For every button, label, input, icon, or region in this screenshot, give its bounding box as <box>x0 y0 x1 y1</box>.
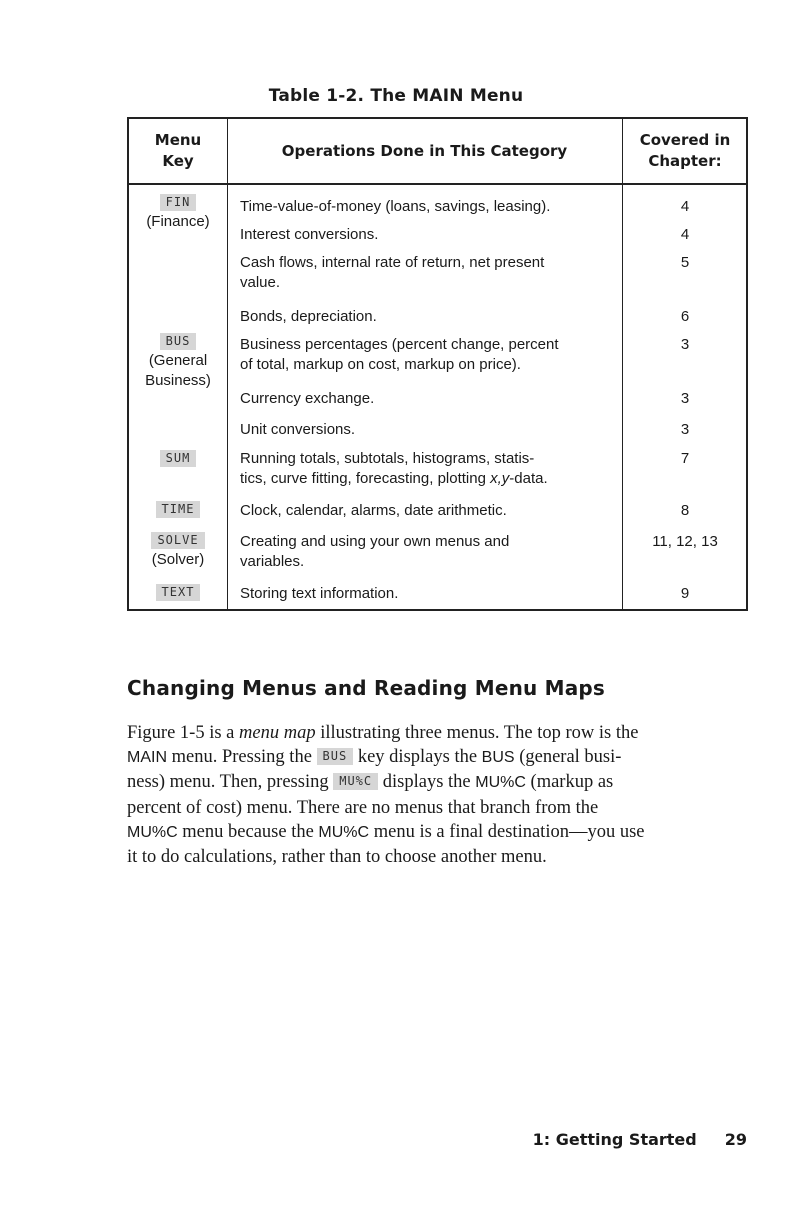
operation-text: Unit conversions. <box>240 421 356 438</box>
operation-text: Time-value-of-money (loans, savings, leasing). <box>240 198 551 215</box>
chapter-number: 4 <box>680 226 690 243</box>
menu-key-solve: SOLVE (Solver) <box>151 533 205 568</box>
table-title: Table 1-2. The MAIN Menu <box>268 86 524 106</box>
operation-text: Business percentages (percent change, percent of total, markup on cost, markup on price). <box>240 336 559 373</box>
page-footer <box>533 1130 747 1149</box>
chapter-number: 4 <box>680 198 690 215</box>
chapter-number: 5 <box>680 254 690 271</box>
softkey-label: FIN <box>160 194 197 211</box>
chapter-number: 7 <box>680 450 690 467</box>
operation-text: Cash flows, internal rate of return, net present value. <box>240 254 545 291</box>
page-number: 29 <box>724 1130 747 1149</box>
softkey-label: BUS <box>160 333 197 350</box>
chapter-number: 3 <box>680 421 690 438</box>
header-divider <box>129 183 746 185</box>
menu-key-text <box>129 582 227 602</box>
operation-text: Creating and using your own menus and variables. <box>240 533 510 570</box>
menu-key-sum <box>129 448 227 468</box>
footer-chapter: 1: Getting Started <box>532 1130 697 1149</box>
chapter-number: 3 <box>680 336 690 353</box>
main-menu-table <box>127 117 748 611</box>
softkey-label: SOLVE <box>151 532 204 549</box>
operation-text: Storing text information. <box>240 585 399 602</box>
chapter-number: 6 <box>680 308 690 325</box>
chapter-number: 11, 12, 13 <box>652 533 718 550</box>
menu-key-time <box>129 499 227 519</box>
chapter-number: 9 <box>680 585 690 602</box>
section-heading: Changing Menus and Reading Menu Maps <box>127 676 606 700</box>
chapter-number: 3 <box>680 390 690 407</box>
softkey-label: TEXT <box>156 584 201 601</box>
softkey-label: SUM <box>160 450 197 467</box>
menu-key-bus: BUS (General Business) <box>145 334 211 389</box>
operation-text: Running totals, subtotals, histograms, statis- tics, curve fitting, forecasting, plotting x,y-data. <box>240 450 548 487</box>
operation-text: Currency exchange. <box>240 390 375 407</box>
operation-text: Clock, calendar, alarms, date arithmetic. <box>240 502 507 519</box>
operation-text: Bonds, depreciation. <box>240 308 377 325</box>
operation-text: Interest conversions. <box>240 226 379 243</box>
softkey-label: BUS <box>317 748 354 765</box>
softkey-label: MU%C <box>333 773 378 790</box>
header-menu-key: Menu Key <box>154 131 202 170</box>
body-paragraph: Figure 1-5 is a menu map illustrating three menus. The top row is the MAIN menu. Pressing the BUS key displays the BUS (general busi- ness) menu. Then, pressing MU%C displays the MU%C (markup as percent of cost) menu. There are no menus that branch from the MU%C menu because the MU%C menu is a final destination—you use it to do calculations, rather than to choose another menu. <box>127 723 645 868</box>
header-chapter: Covered in Chapter: <box>639 131 731 170</box>
softkey-label: TIME <box>156 501 201 518</box>
header-operations: Operations Done in This Category <box>281 142 568 160</box>
column-divider <box>227 119 228 609</box>
chapter-number: 8 <box>680 502 690 519</box>
menu-key-fin: FIN (Finance) <box>146 195 210 230</box>
